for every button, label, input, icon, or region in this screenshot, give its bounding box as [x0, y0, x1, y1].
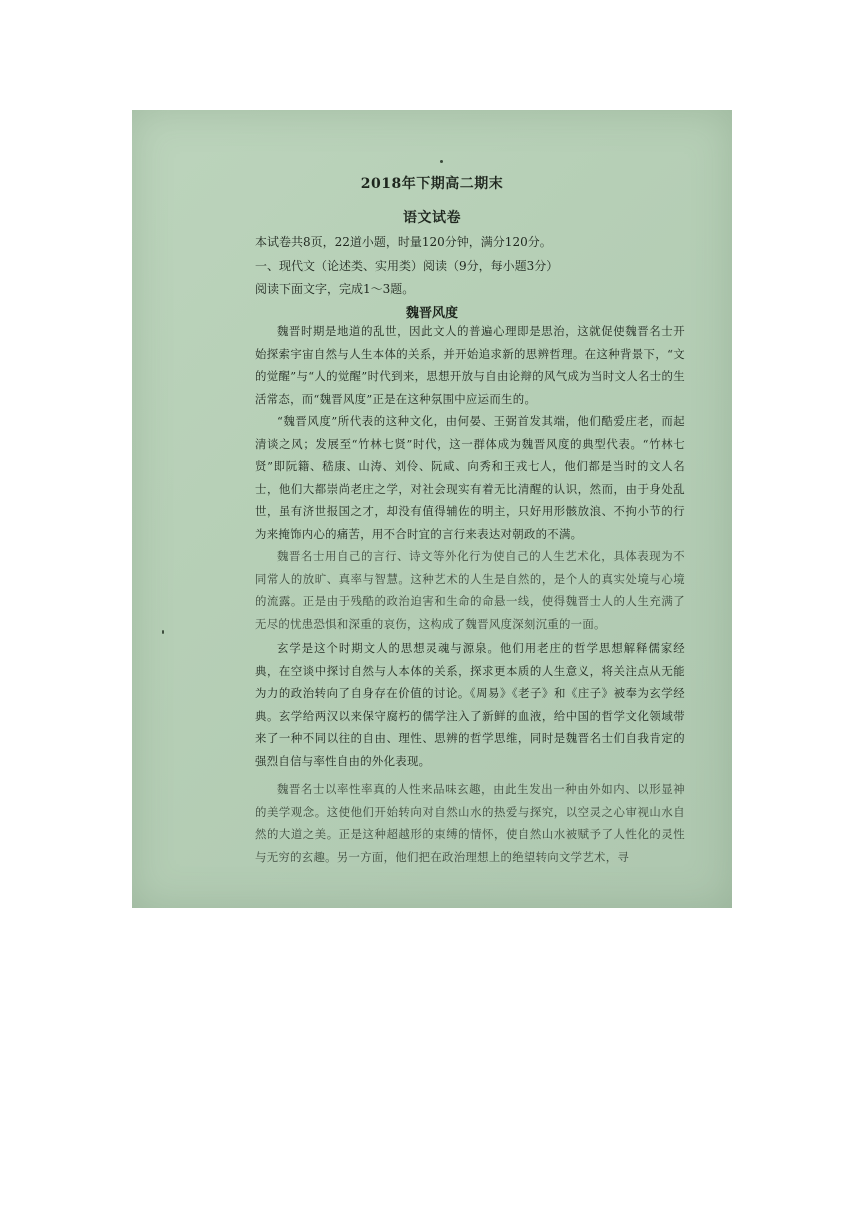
exam-info: 本试卷共8页，22道小题，时量120分钟，满分120分。 — [255, 235, 552, 249]
ink-speck — [440, 160, 443, 163]
article-paragraph-2: “魏晋风度”所代表的这种文化，由何晏、王弼首发其端，他们酷爱庄老，而起清谈之风；发展至“竹林七贤”时代，这一群体成为魏晋风度的典型代表。“竹林七贤”即阮籍、嵇康、山涛、刘伶、阮咸、向秀和王戎七人，他们都是当时的文人名士，他们大都崇尚老庄之学，对社会现实有着无比清醒的认识，然而，由于身处乱世，虽有济世报国之才，却没有值得辅佐的明主，只好用形骸放浪、不拘小节的行为来掩饰内心的痛苦，用不合时宜的言行来表达对朝政的不满。 — [255, 414, 685, 541]
exam-subject: 语文试卷 — [403, 210, 461, 226]
exam-paper-photo — [132, 110, 732, 908]
article-paragraph-3: 魏晋名士用自己的言行、诗文等外化行为使自己的人生艺术化，具体表现为不同常人的放旷、真率与智慧。这种艺术的人生是自然的，是个人的真实处境与心境的流露。正是由于残酷的政治迫害和生命的命悬一线，使得魏晋士人的人生充满了无尽的忧患恐惧和深重的哀伤，这构成了魏晋风度深刻沉重的一面。 — [255, 549, 685, 631]
ink-speck — [162, 630, 164, 634]
article-paragraph-1: 魏晋时期是地道的乱世，因此文人的普遍心理即是思治，这就促使魏晋名士开始探索宇宙自然与人生本体的关系，并开始追求新的思辨哲理。在这种背景下，“文的觉醒”与“人的觉醒”时代到来，思想开放与自由论辩的风气成为当时文人名士的生活常态，而“魏晋风度”正是在这种氛围中应运而生的。 — [255, 324, 685, 406]
reading-instruction: 阅读下面文字，完成1～3题。 — [255, 282, 415, 296]
section-heading: 一、现代文（论述类、实用类）阅读（9分，每小题3分） — [255, 259, 559, 273]
article-paragraph-5: 魏晋名士以率性率真的人性来品味玄趣，由此生发出一种由外如内、以形显神的美学观念。这使他们开始转向对自然山水的热爱与探究，以空灵之心审视山水自然的大道之美。正是这种超越形的束缚的情怀，使自然山水被赋予了人性化的灵性与无穷的玄趣。另一方面，他们把在政治理想上的绝望转向文学艺术，寻 — [255, 782, 685, 864]
exam-title: 2018年下期高二期末 — [360, 176, 504, 192]
article-paragraph-4: 玄学是这个时期文人的思想灵魂与源泉。他们用老庄的哲学思想解释儒家经典，在空谈中探讨自然与人本体的关系，探求更本质的人生意义，将关注点从无能为力的政治转向了自身存在价值的讨论。《周易》《老子》和《庄子》被奉为玄学经典。玄学给两汉以来保守腐朽的儒学注入了新鲜的血液，给中国的哲学文化领域带来了一种不同以往的自由、理性、思辨的哲学思维，同时是魏晋名士们自我肯定的强烈自信与率性自由的外化表现。 — [255, 641, 685, 768]
article-heading: 魏晋风度 — [405, 306, 458, 321]
